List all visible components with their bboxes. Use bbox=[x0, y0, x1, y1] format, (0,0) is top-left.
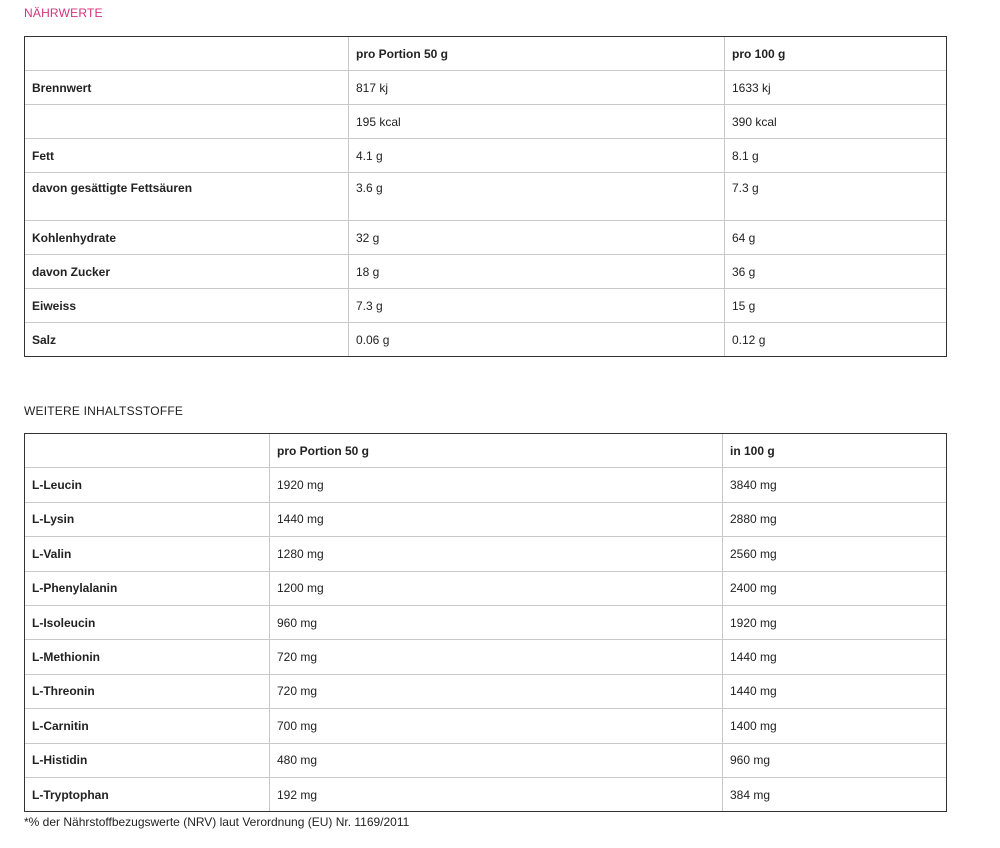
row-portion-value: 720 mg bbox=[270, 674, 723, 708]
table-header-row bbox=[25, 37, 947, 71]
row-portion-value: 1280 mg bbox=[270, 537, 723, 571]
row-label: L-Tryptophan bbox=[25, 777, 270, 811]
row-label: Kohlenhydrate bbox=[25, 221, 349, 255]
table-row bbox=[25, 571, 947, 605]
row-per100-value: 384 mg bbox=[723, 777, 947, 811]
row-per100-value: 0.12 g bbox=[725, 323, 947, 357]
row-label: L-Methionin bbox=[25, 640, 270, 674]
row-portion-value: 1200 mg bbox=[270, 571, 723, 605]
table-row bbox=[25, 139, 947, 173]
row-per100-value: 8.1 g bbox=[725, 139, 947, 173]
table-row bbox=[25, 537, 947, 571]
row-portion-value: 817 kj bbox=[349, 71, 725, 105]
row-portion-value: 720 mg bbox=[270, 640, 723, 674]
table-row bbox=[25, 289, 947, 323]
row-portion-value: 32 g bbox=[349, 221, 725, 255]
row-portion-value: 7.3 g bbox=[349, 289, 725, 323]
table-row bbox=[25, 777, 947, 811]
table-row bbox=[25, 323, 947, 357]
table-header-row bbox=[25, 434, 947, 468]
row-label: Salz bbox=[25, 323, 349, 357]
row-portion-value: 195 kcal bbox=[349, 105, 725, 139]
header-cell-per100: in 100 g bbox=[723, 434, 947, 468]
naehrwerte-title: NÄHRWERTE bbox=[24, 6, 103, 20]
row-label: davon Zucker bbox=[25, 255, 349, 289]
row-label: L-Lysin bbox=[25, 502, 270, 536]
header-cell-label bbox=[25, 434, 270, 468]
row-label: L-Isoleucin bbox=[25, 605, 270, 639]
row-per100-value: 1920 mg bbox=[723, 605, 947, 639]
row-label: L-Histidin bbox=[25, 743, 270, 777]
row-label: davon gesättigte Fettsäuren bbox=[25, 173, 349, 221]
table-row bbox=[25, 674, 947, 708]
row-per100-value: 3840 mg bbox=[723, 468, 947, 502]
table-row bbox=[25, 743, 947, 777]
row-portion-value: 1440 mg bbox=[270, 502, 723, 536]
table-row bbox=[25, 105, 947, 139]
row-per100-value: 36 g bbox=[725, 255, 947, 289]
table-row bbox=[25, 468, 947, 502]
header-cell-portion: pro Portion 50 g bbox=[349, 37, 725, 71]
table-row bbox=[25, 640, 947, 674]
naehrwerte-table bbox=[24, 36, 947, 357]
row-per100-value: 1440 mg bbox=[723, 674, 947, 708]
table-row bbox=[25, 173, 947, 221]
row-per100-value: 7.3 g bbox=[725, 173, 947, 221]
row-label: Brennwert bbox=[25, 71, 349, 105]
table-row bbox=[25, 71, 947, 105]
inhaltsstoffe-table bbox=[24, 433, 947, 812]
row-label: Eiweiss bbox=[25, 289, 349, 323]
row-portion-value: 3.6 g bbox=[349, 173, 725, 221]
footnote: *% der Nährstoffbezugswerte (NRV) laut Verordnung (EU) Nr. 1169/2011 bbox=[24, 815, 410, 829]
row-portion-value: 18 g bbox=[349, 255, 725, 289]
row-per100-value: 15 g bbox=[725, 289, 947, 323]
row-label: L-Phenylalanin bbox=[25, 571, 270, 605]
table-row bbox=[25, 605, 947, 639]
row-per100-value: 1440 mg bbox=[723, 640, 947, 674]
table-row bbox=[25, 709, 947, 743]
row-portion-value: 480 mg bbox=[270, 743, 723, 777]
row-portion-value: 0.06 g bbox=[349, 323, 725, 357]
table-row bbox=[25, 255, 947, 289]
row-portion-value: 960 mg bbox=[270, 605, 723, 639]
row-per100-value: 390 kcal bbox=[725, 105, 947, 139]
row-per100-value: 2880 mg bbox=[723, 502, 947, 536]
row-label: L-Leucin bbox=[25, 468, 270, 502]
row-label: Fett bbox=[25, 139, 349, 173]
row-per100-value: 2560 mg bbox=[723, 537, 947, 571]
row-per100-value: 64 g bbox=[725, 221, 947, 255]
row-label: L-Carnitin bbox=[25, 709, 270, 743]
header-cell-portion: pro Portion 50 g bbox=[270, 434, 723, 468]
row-label: L-Threonin bbox=[25, 674, 270, 708]
row-portion-value: 700 mg bbox=[270, 709, 723, 743]
row-portion-value: 4.1 g bbox=[349, 139, 725, 173]
row-per100-value: 960 mg bbox=[723, 743, 947, 777]
row-portion-value: 192 mg bbox=[270, 777, 723, 811]
row-per100-value: 1633 kj bbox=[725, 71, 947, 105]
row-label: L-Valin bbox=[25, 537, 270, 571]
row-per100-value: 2400 mg bbox=[723, 571, 947, 605]
row-portion-value: 1920 mg bbox=[270, 468, 723, 502]
header-cell-per100: pro 100 g bbox=[725, 37, 947, 71]
header-cell-label bbox=[25, 37, 349, 71]
inhaltsstoffe-title: WEITERE INHALTSSTOFFE bbox=[24, 404, 184, 418]
table-row bbox=[25, 502, 947, 536]
row-per100-value: 1400 mg bbox=[723, 709, 947, 743]
row-label bbox=[25, 105, 349, 139]
table-row bbox=[25, 221, 947, 255]
